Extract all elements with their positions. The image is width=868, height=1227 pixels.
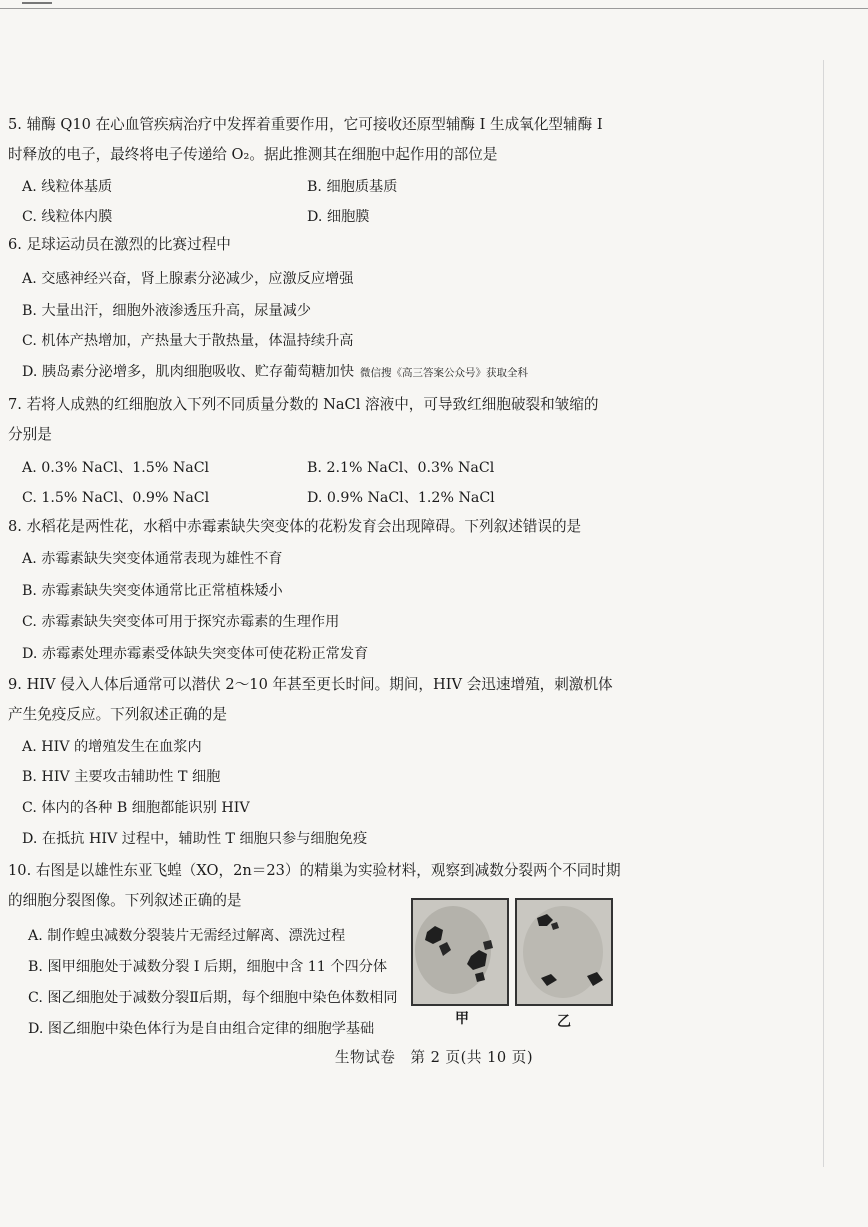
question-9-option-a: A. HIV 的增殖发生在血浆内	[22, 739, 202, 755]
question-6-option-c: C. 机体产热增加，产热量大于散热量，体温持续升高	[22, 333, 354, 349]
question-8-option-b: B. 赤霉素缺失突变体通常比正常植株矮小	[22, 583, 283, 599]
question-7-stem-line-1: 7. 若将人成熟的红细胞放入下列不同质量分数的 NaCl 溶液中，可导致红细胞破裂和皱缩的	[8, 396, 599, 413]
question-7-option-b: B. 2.1% NaCl、0.3% NaCl	[307, 460, 495, 476]
watermark-note: 微信搜《高三答案公众号》获取全科	[360, 367, 529, 379]
question-8-option-a: A. 赤霉素缺失突变体通常表现为雄性不育	[22, 551, 283, 567]
meiosis-figure	[411, 898, 611, 1030]
question-9-option-d: D. 在抵抗 HIV 过程中，辅助性 T 细胞只参与细胞免疫	[22, 831, 368, 847]
question-8-stem: 8. 水稻花是两性花，水稻中赤霉素缺失突变体的花粉发育会出现障碍。下列叙述错误的是	[8, 518, 582, 535]
question-6-option-b: B. 大量出汗，细胞外液渗透压升高，尿量减少	[22, 303, 312, 319]
question-6-option-d-text: D. 胰岛素分泌增多，肌肉细胞吸收、贮存葡萄糖加快	[22, 364, 355, 380]
micrograph-jia	[411, 898, 509, 1006]
question-9-stem-line-1: 9. HIV 侵入人体后通常可以潜伏 2～10 年甚至更长时间。期间，HIV 会迅速增殖，刺激机体	[8, 676, 613, 693]
question-9-option-c: C. 体内的各种 B 细胞都能识别 HIV	[22, 800, 250, 816]
question-5-option-a: A. 线粒体基质	[22, 179, 113, 195]
question-5-stem-line-1: 5. 辅酶 Q10 在心血管疾病治疗中发挥着重要作用，它可接收还原型辅酶 I 生成氧化型辅酶 I	[8, 116, 603, 133]
question-9-option-b: B. HIV 主要攻击辅助性 T 细胞	[22, 769, 221, 785]
question-10-stem-line-2: 的细胞分裂图像。下列叙述正确的是	[8, 892, 242, 909]
micrograph-yi	[515, 898, 613, 1006]
top-rule	[0, 8, 868, 9]
micrograph-yi-image	[517, 900, 611, 1004]
question-7	[8, 390, 828, 450]
question-5-stem-line-2: 时释放的电子，最终将电子传递给 O₂。据此推测其在细胞中起作用的部位是	[8, 146, 498, 163]
question-8-option-c: C. 赤霉素缺失突变体可用于探究赤霉素的生理作用	[22, 614, 340, 630]
question-8-option-d: D. 赤霉素处理赤霉素受体缺失突变体可使花粉正常发育	[22, 646, 369, 662]
question-6	[8, 230, 828, 260]
question-5-option-c: C. 线粒体内膜	[22, 209, 113, 225]
question-5-option-d: D. 细胞膜	[307, 209, 370, 225]
question-10-option-b: B. 图甲细胞处于减数分裂 I 后期，细胞中含 11 个四分体	[28, 959, 388, 975]
question-10-stem-line-1: 10. 右图是以雄性东亚飞蝗（XO，2n＝23）的精巢为实验材料，观察到减数分裂两个不同时期	[8, 862, 621, 879]
question-6-stem: 6. 足球运动员在激烈的比赛过程中	[8, 236, 231, 253]
question-10-option-a: A. 制作蝗虫减数分裂装片无需经过解离、漂洗过程	[28, 928, 346, 944]
question-10-option-d: D. 图乙细胞中染色体行为是自由组合定律的细胞学基础	[28, 1021, 375, 1037]
question-7-option-c: C. 1.5% NaCl、0.9% NaCl	[22, 490, 210, 506]
question-7-stem-line-2: 分别是	[8, 426, 52, 443]
question-9	[8, 670, 828, 730]
top-tick	[22, 2, 52, 4]
question-8	[8, 512, 828, 542]
question-7-option-a: A. 0.3% NaCl、1.5% NaCl	[22, 460, 210, 476]
question-5	[8, 110, 828, 170]
question-5-option-b: B. 细胞质基质	[307, 179, 398, 195]
page-edge	[823, 60, 824, 1167]
question-7-option-d: D. 0.9% NaCl、1.2% NaCl	[307, 490, 495, 506]
page-footer: 生物试卷 第 2 页(共 10 页)	[334, 1049, 534, 1066]
question-9-stem-line-2: 产生免疫反应。下列叙述正确的是	[8, 706, 227, 723]
micrograph-jia-image	[413, 900, 507, 1004]
question-6-option-a: A. 交感神经兴奋，肾上腺素分泌减少，应激反应增强	[22, 271, 354, 287]
question-10-option-c: C. 图乙细胞处于减数分裂Ⅱ后期，每个细胞中染色体数相同	[28, 990, 398, 1006]
figure-label-jia: 甲	[455, 1011, 469, 1027]
figure-label-yi: 乙	[557, 1014, 571, 1030]
question-6-option-d	[22, 361, 528, 381]
